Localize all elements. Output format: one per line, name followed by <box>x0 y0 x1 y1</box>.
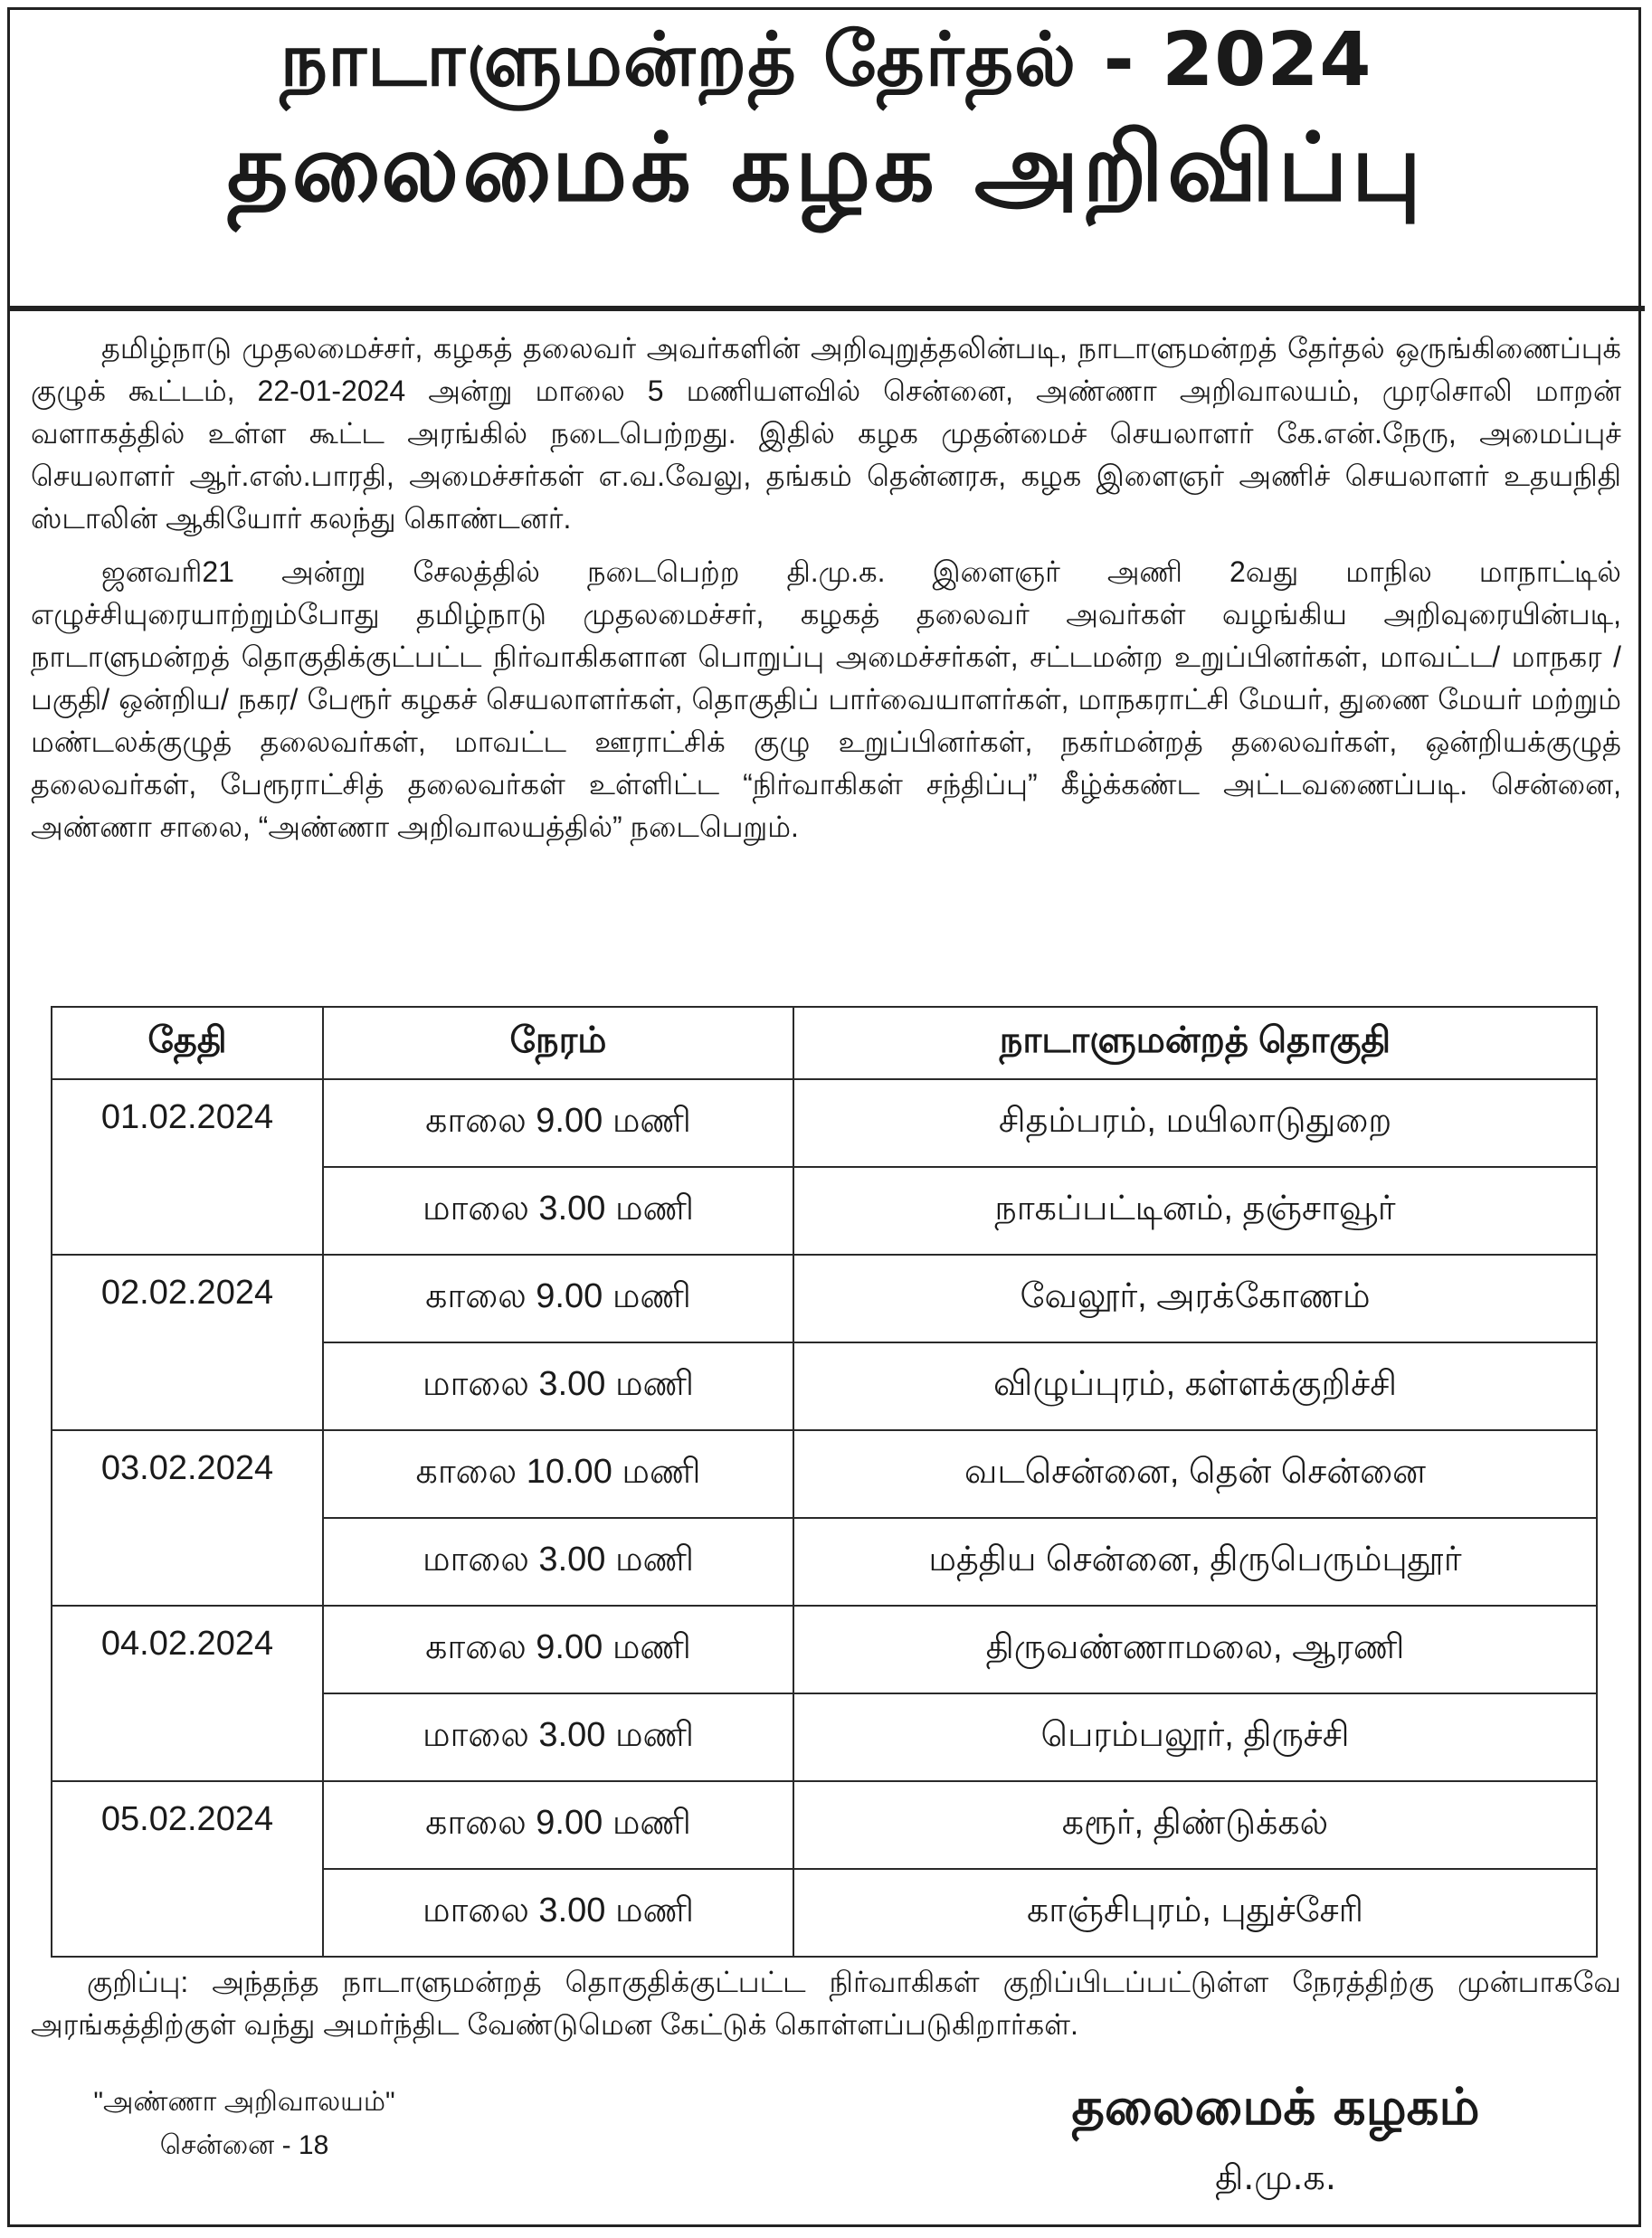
date-cell: 01.02.2024 <box>52 1079 323 1255</box>
table-row <box>52 1781 1597 1869</box>
time-cell: காலை 9.00 மணி <box>323 1255 793 1342</box>
table-row <box>52 1430 1597 1518</box>
time-cell: மாலை 3.00 மணி <box>323 1869 793 1957</box>
body-paragraph: தமிழ்நாடு முதலமைச்சர், கழகத் தலைவர் அவர்களின் அறிவுறுத்தலின்படி, நாடாளுமன்றத் தேர்தல் ஒருங்கிணைப்புக் குழுக் கூட்டம், 22-01-2024 அன்று மாலை 5 மணியளவில் சென்னை, அண்ணா அறிவாலயம், முரசொலி மாறன் வளாகத்தில் உள்ள கூட்ட அரங்கில் நடைபெற்றது. இதில் கழக முதன்மைச் செயலாளர் கே.என்.நேரு, அமைப்புச் செயலாளர் ஆர்.எஸ்.பாரதி, அமைச்சர்கள் எ.வ.வேலு, தங்கம் தென்னரசு, கழக இளைஞர் அணிச் செயலாளர் உதயநிதி ஸ்டாலின் ஆகியோர் கலந்து கொண்டனர். <box>31 332 1622 535</box>
constituency-cell: நாகப்பட்டினம், தஞ்சாவூர் <box>793 1167 1597 1255</box>
constituency-cell: வடசென்னை, தென் சென்னை <box>793 1430 1597 1518</box>
header-constituency: நாடாளுமன்றத் தொகுதி <box>793 1007 1597 1079</box>
time-cell: காலை 9.00 மணி <box>323 1781 793 1869</box>
signature-party: தி.மு.க. <box>1215 2157 1336 2197</box>
time-cell: காலை 10.00 மணி <box>323 1430 793 1518</box>
constituency-cell: வேலூர், அரக்கோணம் <box>793 1255 1597 1342</box>
constituency-cell: விழுப்புரம், கள்ளக்குறிச்சி <box>793 1342 1597 1430</box>
time-cell: மாலை 3.00 மணி <box>323 1342 793 1430</box>
table-row <box>52 1079 1597 1167</box>
time-cell: மாலை 3.00 மணி <box>323 1167 793 1255</box>
headline-announcement: தலைமைக் கழக அறிவிப்பு <box>226 112 1426 223</box>
table-row <box>52 1606 1597 1693</box>
constituency-cell: சிதம்பரம், மயிலாடுதுறை <box>793 1079 1597 1167</box>
table-header-row <box>52 1007 1597 1079</box>
constituency-cell: பெரம்பலூர், திருச்சி <box>793 1693 1597 1781</box>
date-cell: 04.02.2024 <box>52 1606 323 1781</box>
time-cell: மாலை 3.00 மணி <box>323 1518 793 1606</box>
header <box>0 18 1652 223</box>
table-row <box>52 1255 1597 1342</box>
header-date: தேதி <box>52 1007 323 1079</box>
time-cell: மாலை 3.00 மணி <box>323 1693 793 1781</box>
address-city: சென்னை - 18 <box>159 2130 329 2160</box>
time-cell: காலை 9.00 மணி <box>323 1079 793 1167</box>
time-cell: காலை 9.00 மணி <box>323 1606 793 1693</box>
signature-title: தலைமைக் கழகம் <box>1071 2078 1480 2137</box>
header-time: நேரம் <box>323 1007 793 1079</box>
date-cell: 05.02.2024 <box>52 1781 323 1957</box>
date-cell: 03.02.2024 <box>52 1430 323 1606</box>
note-text: குறிப்பு: அந்தந்த நாடாளுமன்றத் தொகுதிக்குட்பட்ட நிர்வாகிகள் குறிப்பிடப்பட்டுள்ள நேரத்திற்கு முன்பாகவே அரங்கத்திற்குள் வந்து அமர்ந்திட வேண்டுமென கேட்டுக் கொள்ளப்படுகிறார்கள். <box>31 1966 1621 2041</box>
constituency-cell: காஞ்சிபுரம், புதுச்சேரி <box>793 1869 1597 1957</box>
constituency-cell: கரூர், திண்டுக்கல் <box>793 1781 1597 1869</box>
header-divider <box>7 306 1645 311</box>
address-block <box>72 2081 416 2167</box>
body-text <box>31 327 1621 859</box>
schedule-table <box>51 1006 1598 1958</box>
constituency-cell: திருவண்ணாமலை, ஆரணி <box>793 1606 1597 1693</box>
date-cell: 02.02.2024 <box>52 1255 323 1430</box>
note-section <box>31 1961 1621 2046</box>
signature-block <box>995 2072 1556 2211</box>
body-paragraph: ஜனவரி21 அன்று சேலத்தில் நடைபெற்ற தி.மு.க. இளைஞர் அணி 2வது மாநில மாநாட்டில் எழுச்சியுரையாற்றும்போது தமிழ்நாடு முதலமைச்சர், கழகத் தலைவர் அவர்கள் வழங்கிய அறிவுரையின்படி, நாடாளுமன்றத் தொகுதிக்குட்பட்ட நிர்வாகிகளான பொறுப்பு அமைச்சர்கள், சட்டமன்ற உறுப்பினர்கள், மாவட்ட/ மாநகர / பகுதி/ ஒன்றிய/ நகர/ பேரூர் கழகச் செயலாளர்கள், தொகுதிப் பார்வையாளர்கள், மாநகராட்சி மேயர், துணை மேயர் மற்றும் மண்டலக்குழுத் தலைவர்கள், மாவட்ட ஊராட்சிக் குழு உறுப்பினர்கள், நகர்மன்றத் தலைவர்கள், ஒன்றியக்குழுத் தலைவர்கள், பேரூராட்சித் தலைவர்கள் உள்ளிட்ட “நிர்வாகிகள் சந்திப்பு” கீழ்க்கண்ட அட்டவணைப்படி. சென்னை, அண்ணா சாலை, “அண்ணா அறிவாலயத்தில்” நடைபெறும். <box>31 555 1622 843</box>
constituency-cell: மத்திய சென்னை, திருபெரும்புதூர் <box>793 1518 1597 1606</box>
address-building: "அண்ணா அறிவாலயம்" <box>93 2087 395 2117</box>
headline-election: நாடாளுமன்றத் தேர்தல் - 2024 <box>280 17 1372 103</box>
